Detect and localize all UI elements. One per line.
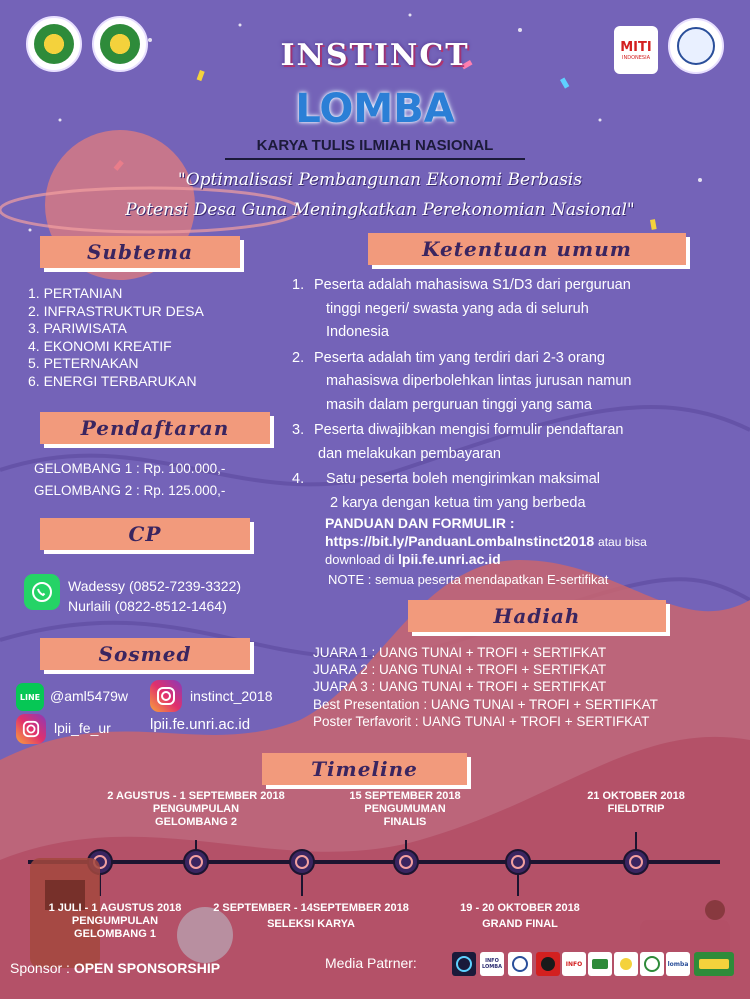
list-item: 4. EKONOMI KREATIF	[28, 337, 172, 354]
list-item: 1. PERTANIAN	[28, 285, 123, 301]
panduan-link-row	[325, 533, 647, 549]
rule-line: mahasiswa diperbolehkan lintas jurusan namun	[326, 373, 632, 389]
media-partner-logo	[614, 952, 638, 976]
timeline-event	[88, 790, 304, 829]
rule-number: 3.	[292, 422, 305, 438]
timeline-date: 21 OKTOBER 2018	[587, 790, 685, 802]
timeline-event	[330, 790, 480, 829]
rule-line: Peserta adalah tim yang terdiri dari 2-3 orang	[314, 349, 605, 366]
timeline-date: 15 SEPTEMBER 2018	[349, 790, 461, 802]
miti-logo	[614, 26, 658, 74]
timeline-header: Timeline	[262, 753, 467, 785]
rule-item	[292, 468, 747, 515]
event-brand: INSTINCT	[280, 38, 470, 73]
theme-line-1: "Optimalisasi Pembangunan Ekonomi Berbasis	[177, 170, 583, 190]
rule-line: dan melakukan pembayaran	[318, 445, 501, 462]
line-account: @aml5479w	[50, 688, 129, 704]
contact-2: Nurlaili (0822-8512-1464)	[68, 598, 227, 614]
timeline-date: 1 JULI - 1 AGUSTUS 2018	[48, 902, 182, 914]
timeline-event	[200, 902, 422, 931]
prize-item: Poster Terfavorit : UANG TUNAI + TROFI + SERTIFKAT	[313, 713, 650, 729]
gelombang-1-fee: GELOMBANG 1 : Rp. 100.000,-	[34, 461, 226, 476]
event-subtitle: KARYA TULIS ILMIAH NASIONAL	[256, 137, 494, 154]
rule-line: Peserta adalah mahasiswa S1/D3 dari perguruan	[314, 277, 631, 293]
ketentuan-header: Ketentuan umum	[368, 233, 686, 265]
media-partner-logo	[694, 952, 734, 976]
timeline-event	[566, 790, 706, 816]
university-logo-left	[26, 16, 82, 72]
prize-item: Best Presentation : UANG TUNAI + TROFI + SERTIFKAT	[313, 696, 658, 712]
certificate-note: NOTE : semua peserta mendapatkan E-sertifikat	[328, 572, 609, 587]
prize-item: JUARA 3 : UANG TUNAI + TROFI + SERTIFKAT	[313, 679, 607, 695]
list-item: 2. INFRASTRUKTUR DESA	[28, 302, 204, 319]
timeline-name: FINALIS	[383, 816, 427, 828]
media-partner-logo	[536, 952, 560, 976]
rule-item	[292, 419, 747, 466]
faculty-logo-left	[92, 16, 148, 72]
media-partner-logo	[640, 952, 664, 976]
download-prefix: download di	[325, 552, 395, 567]
instagram-icon	[16, 714, 46, 744]
timeline-name: PENGUMUMAN	[364, 803, 446, 815]
download-site-link[interactable]: lpii.fe.unri.ac.id	[398, 551, 501, 567]
event-title: LOMBA	[295, 86, 455, 132]
sponsor-label: Sponsor :	[10, 960, 74, 976]
media-partner-logo	[666, 952, 690, 976]
prize-item: JUARA 1 : UANG TUNAI + TROFI + SERTIFKAT	[313, 645, 607, 660]
panduan-link[interactable]: https://bit.ly/PanduanLombaInstinct2018	[325, 533, 595, 549]
media-partner-logo	[480, 952, 504, 976]
timeline-name: GELOMBANG 2	[155, 816, 237, 828]
instagram-account-1: instinct_2018	[190, 688, 273, 704]
media-partner-label: Media Patrner:	[325, 955, 417, 971]
media-partner-logo	[452, 952, 476, 976]
hadiah-list	[313, 644, 658, 730]
instagram-account-2: lpii_fe_ur	[54, 720, 111, 736]
rule-item	[292, 274, 747, 345]
list-item: 6. ENERGI TERBARUKAN	[28, 372, 197, 389]
rule-number: 4.	[292, 471, 305, 487]
rule-number: 2.	[292, 349, 305, 366]
media-partner-text: INFO LOMBA	[482, 958, 502, 970]
media-partner-text: lomba	[667, 960, 689, 968]
rule-line: masih dalam perguruan tinggi yang sama	[326, 396, 592, 413]
timeline-name: SELEKSI KARYA	[267, 918, 355, 930]
hadiah-header: Hadiah	[408, 600, 666, 632]
rule-line: Satu peserta boleh mengirimkan maksimal	[326, 471, 601, 487]
panduan-link-suffix: atau bisa	[598, 535, 647, 549]
timeline-name: FIELDTRIP	[607, 803, 665, 815]
prize-item: JUARA 2 : UANG TUNAI + TROFI + SERTIFKAT	[313, 662, 607, 678]
media-partner-logo	[562, 952, 586, 976]
subtema-list	[28, 285, 204, 390]
ketentuan-rules	[292, 274, 747, 517]
subtema-header: Subtema	[40, 236, 240, 268]
cp-header: CP	[40, 518, 250, 550]
list-item: 3. PARIWISATA	[28, 320, 127, 336]
media-partner-logo	[588, 952, 612, 976]
miti-logo-subtext: INDONESIA	[622, 54, 650, 61]
media-partner-logo	[508, 952, 532, 976]
organization-logo-right	[668, 18, 724, 74]
timeline-date: 2 AGUSTUS - 1 SEPTEMBER 2018	[107, 790, 285, 802]
timeline-name: PENGUMPULAN	[152, 803, 240, 815]
rule-line: Peserta diwajibkan mengisi formulir pendaftaran	[314, 422, 624, 438]
download-row	[325, 551, 501, 567]
sponsor-row	[10, 960, 220, 976]
rule-line: Indonesia	[326, 324, 389, 340]
instagram-icon	[150, 680, 182, 712]
timeline-name: GELOMBANG 1	[74, 928, 156, 940]
pendaftaran-header: Pendaftaran	[40, 412, 270, 444]
line-icon: LINE	[16, 683, 44, 711]
list-item: 5. PETERNAKAN	[28, 355, 139, 371]
timeline-name: PENGUMPULAN	[71, 915, 159, 927]
rule-number: 1.	[292, 277, 305, 293]
timeline-name: GRAND FINAL	[482, 918, 558, 930]
contact-1: Wadessy (0852-7239-3322)	[68, 578, 242, 594]
sosmed-header: Sosmed	[40, 638, 250, 670]
theme-line-2: Potensi Desa Guna Meningkatkan Perekonomian Nasional"	[125, 200, 635, 220]
timeline-event	[30, 902, 200, 941]
website: lpii.fe.unri.ac.id	[150, 716, 251, 733]
sponsor-value: OPEN SPONSORSHIP	[73, 960, 221, 976]
gelombang-2-fee: GELOMBANG 2 : Rp. 125.000,-	[34, 483, 226, 498]
miti-logo-text: MITI	[620, 39, 652, 55]
whatsapp-icon	[24, 574, 60, 610]
timeline-date: 2 SEPTEMBER - 14SEPTEMBER 2018	[213, 902, 409, 914]
media-partner-text: INFO	[565, 960, 583, 968]
subtitle-divider	[225, 158, 525, 160]
rule-line: tinggi negeri/ swasta yang ada di seluruh	[326, 300, 589, 317]
panduan-heading: PANDUAN DAN FORMULIR :	[325, 515, 515, 531]
rule-line: 2 karya dengan ketua tim yang berbeda	[330, 494, 586, 511]
timeline-event	[440, 902, 600, 931]
rule-item	[292, 347, 747, 418]
timeline-date: 19 - 20 OKTOBER 2018	[460, 902, 580, 914]
